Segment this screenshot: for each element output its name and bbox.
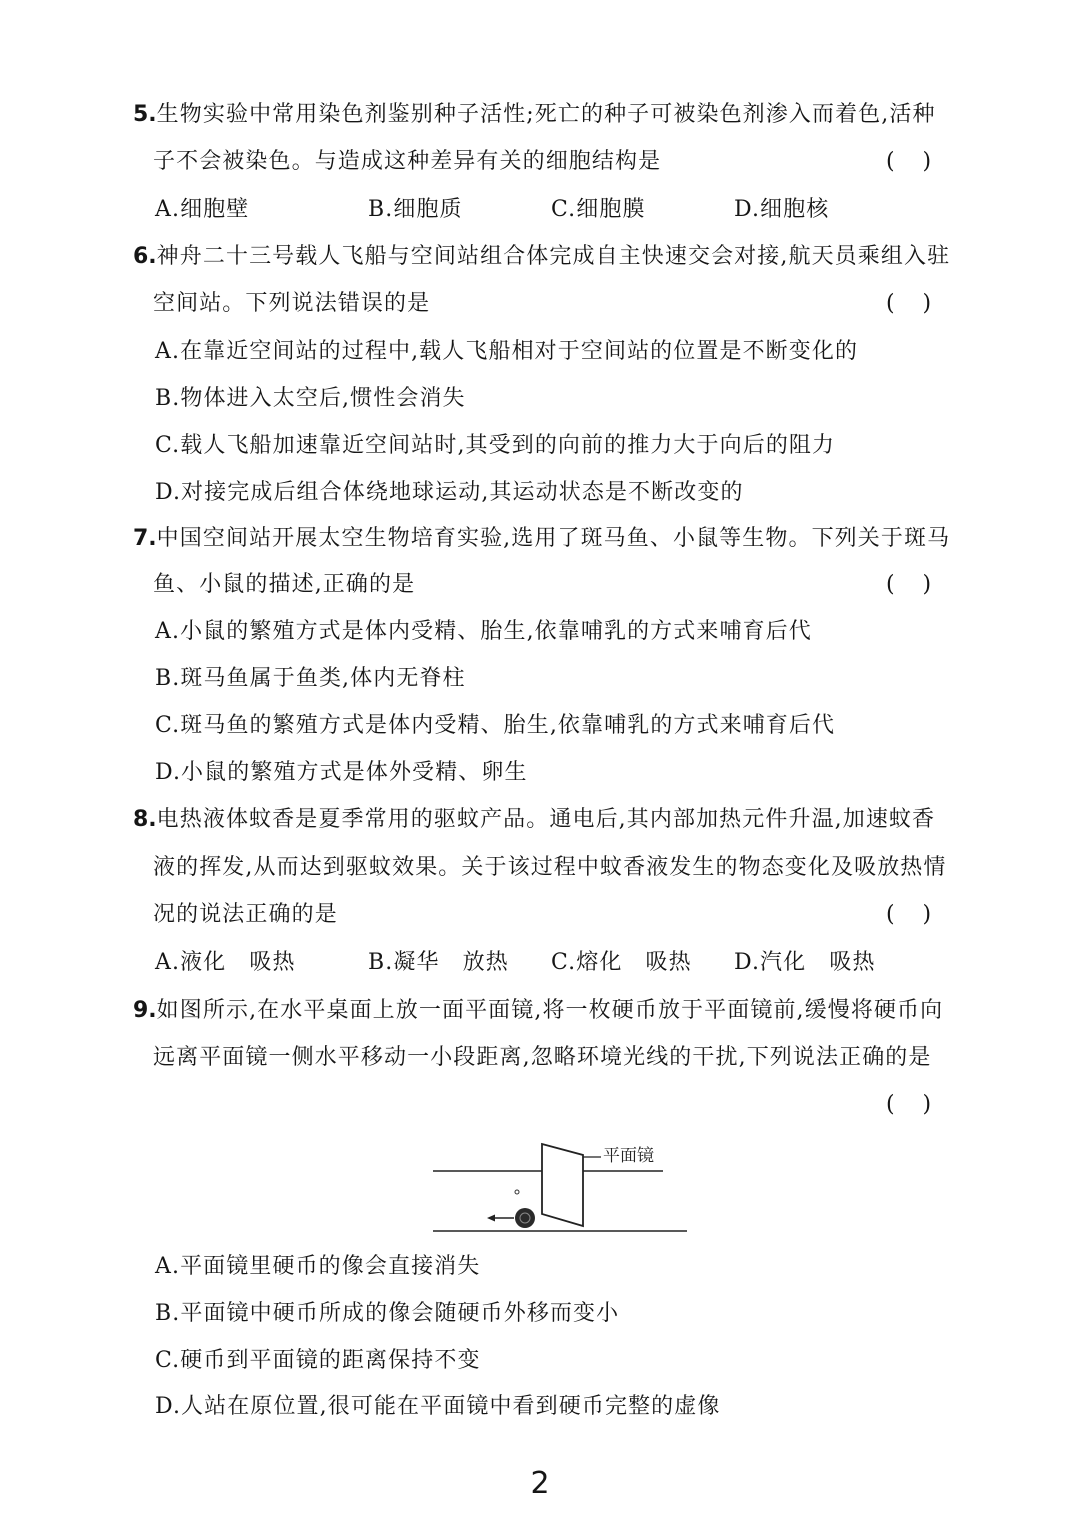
q6-option-d: D.对接完成后组合体绕地球运动,其运动状态是不断改变的: [155, 480, 744, 505]
q5-number: 5.: [133, 102, 157, 127]
q8-options: [0, 948, 1080, 978]
q5-option-c: C.细胞膜: [551, 197, 646, 222]
q8-option-c: C.熔化 吸热: [551, 950, 692, 975]
mirror-coin-diagram: [425, 1130, 695, 1240]
q5-option-d: D.细胞核: [734, 197, 830, 222]
q6-stem-text1: 神舟二十三号载人飞船与空间站组合体完成自主快速交会对接,航天员乘组入驻: [156, 244, 951, 269]
q9-number: 9.: [133, 998, 157, 1023]
q7-stem-line2: 鱼、小鼠的描述,正确的是: [153, 572, 416, 597]
q9-option-b: B.平面镜中硬币所成的像会随硬币外移而变小: [155, 1301, 620, 1326]
q6-stem-line1: [133, 242, 950, 272]
q6-stem-line2: 空间站。下列说法错误的是: [153, 291, 431, 316]
q6-answer-blank: ( ): [886, 291, 932, 316]
q9-option-a: A.平面镜里硬币的像会直接消失: [155, 1254, 481, 1279]
q9-option-d: D.人站在原位置,很可能在平面镜中看到硬币完整的虚像: [155, 1394, 721, 1419]
q7-option-b: B.斑马鱼属于鱼类,体内无脊柱: [155, 666, 466, 691]
q9-stem-line2: 远离平面镜一侧水平移动一小段距离,忽略环境光线的干扰,下列说法正确的是: [153, 1045, 932, 1070]
q7-stem-line1: [133, 524, 950, 554]
q7-answer-blank: ( ): [886, 572, 932, 597]
q7-option-d: D.小鼠的繁殖方式是体外受精、卵生: [155, 760, 528, 785]
q7-number: 7.: [133, 526, 157, 551]
q8-stem-line1: [133, 805, 935, 835]
q9-answer-blank: ( ): [886, 1092, 932, 1117]
q6-number: 6.: [133, 244, 157, 269]
q7-option-a: A.小鼠的繁殖方式是体内受精、胎生,依靠哺乳的方式来哺育后代: [155, 619, 812, 644]
q5-options: [0, 195, 1080, 225]
q8-answer-blank: ( ): [886, 902, 932, 927]
q5-option-b: B.细胞质: [368, 197, 463, 222]
q9-stem-line1: [133, 996, 943, 1026]
q8-stem-line3: 况的说法正确的是: [153, 902, 338, 927]
q8-stem-text1: 电热液体蚊香是夏季常用的驱蚊产品。通电后,其内部加热元件升温,加速蚊香: [156, 807, 936, 832]
q8-option-a: A.液化 吸热: [155, 950, 296, 975]
mirror-label: 平面镜: [603, 1146, 654, 1166]
q8-number: 8.: [133, 807, 157, 832]
q5-stem-line1: [133, 100, 936, 130]
q9-option-c: C.硬币到平面镜的距离保持不变: [155, 1348, 481, 1373]
coin: [515, 1208, 535, 1228]
plane-mirror: [542, 1144, 583, 1226]
q8-option-d: D.汽化 吸热: [734, 950, 876, 975]
q5-stem-line2: 子不会被染色。与造成这种差异有关的细胞结构是: [153, 149, 662, 174]
q6-option-a: A.在靠近空间站的过程中,载人飞船相对于空间站的位置是不断变化的: [155, 339, 859, 364]
q5-answer-blank: ( ): [886, 149, 932, 174]
q6-option-c: C.载人飞船加速靠近空间站时,其受到的向前的推力大于向后的阻力: [155, 433, 836, 458]
q6-option-b: B.物体进入太空后,惯性会消失: [155, 386, 466, 411]
q9-stem-text1: 如图所示,在水平桌面上放一面平面镜,将一枚硬币放于平面镜前,缓慢将硬币向: [156, 998, 944, 1023]
coin-image-dot: [515, 1190, 519, 1194]
q8-stem-line2: 液的挥发,从而达到驱蚊效果。关于该过程中蚊香液发生的物态变化及吸放热情: [153, 855, 947, 880]
q7-option-c: C.斑马鱼的繁殖方式是体内受精、胎生,依靠哺乳的方式来哺育后代: [155, 713, 836, 738]
move-arrow-head: [487, 1215, 495, 1222]
q5-stem-text1: 生物实验中常用染色剂鉴别种子活性;死亡的种子可被染色剂渗入而着色,活种: [156, 102, 936, 127]
q8-option-b: B.凝华 放热: [368, 950, 509, 975]
q5-option-a: A.细胞壁: [155, 197, 250, 222]
page-number: 2: [530, 1466, 550, 1501]
q7-stem-text1: 中国空间站开展太空生物培育实验,选用了斑马鱼、小鼠等生物。下列关于斑马: [156, 526, 951, 551]
